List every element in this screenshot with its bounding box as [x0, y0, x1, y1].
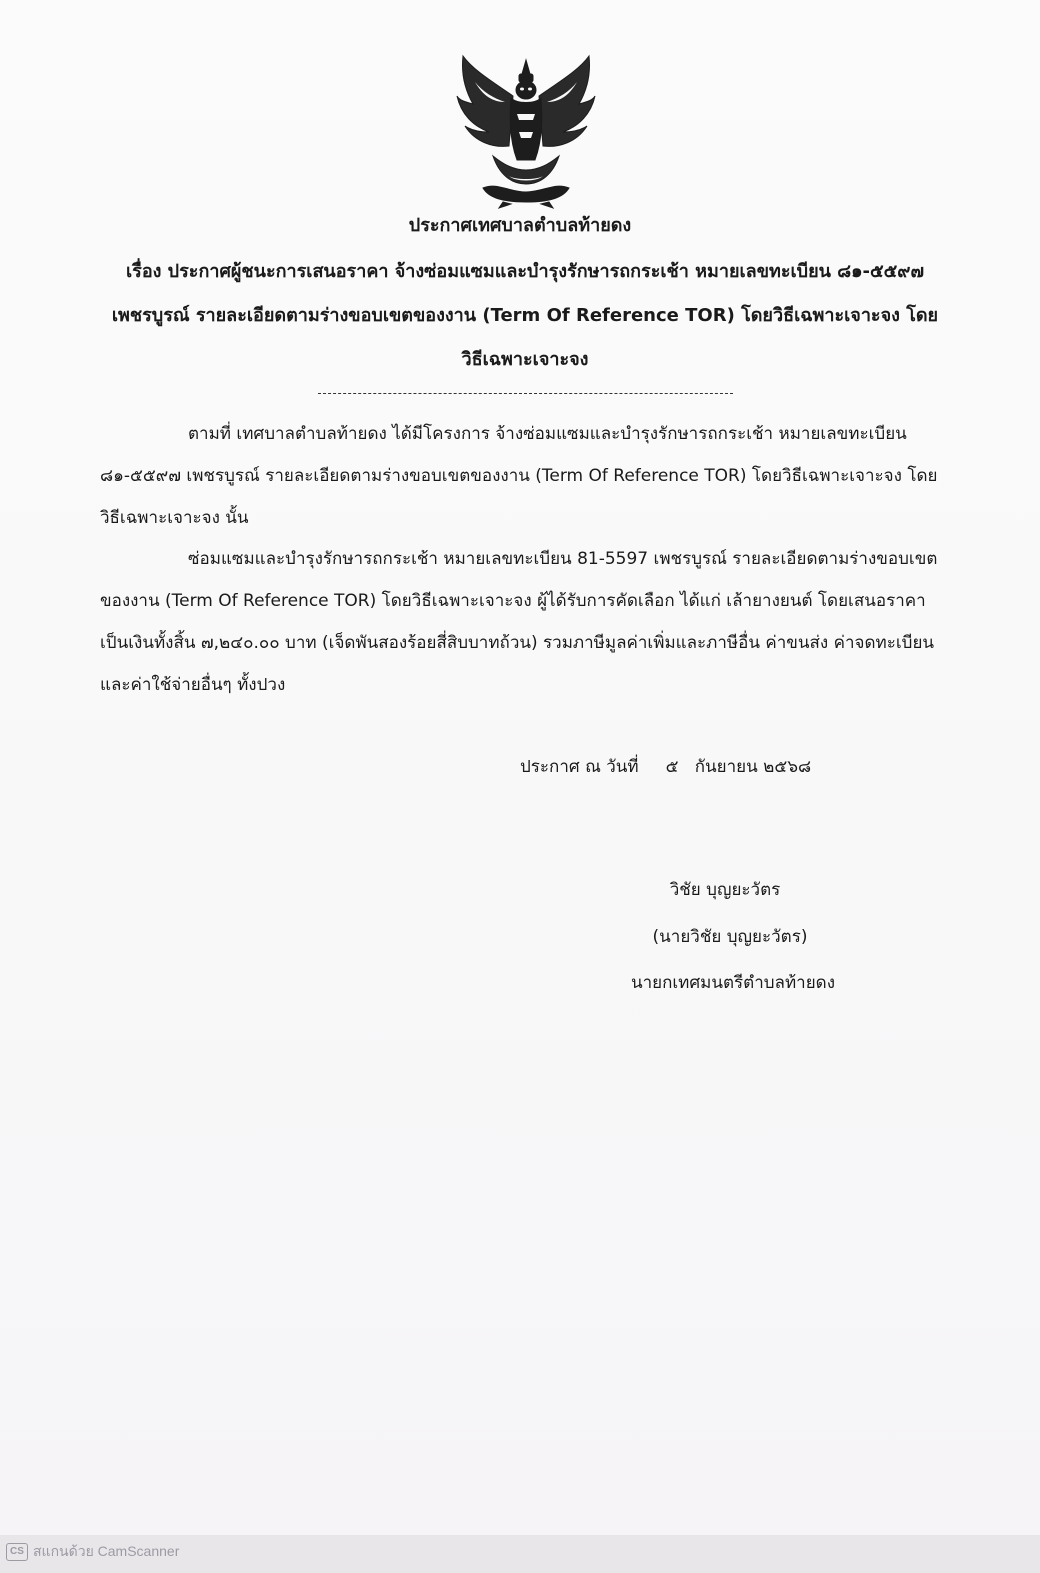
signature-name: วิชัย บุญยะวัตร [669, 880, 781, 900]
scanner-watermark-text: สแกนด้วย CamScanner [33, 1543, 180, 1559]
camscanner-logo-icon: CS [6, 1543, 28, 1561]
garuda-emblem-icon [453, 52, 599, 210]
divider-line [318, 393, 733, 394]
announcement-date: ประกาศ ณ วันที่ ๕ กันยายน ๒๕๖๘ [520, 757, 812, 777]
body-paragraph-2: ซ่อมแซมและบำรุงรักษารถกระเช้า หมายเลขทะเบียน 81-5597 เพชรบูรณ์ รายละเอียดตามร่างขอบเขตของงาน (Term Of Reference TOR) โดยวิธีเฉพาะเจาะจง ผู้ได้รับการคัดเลือก ได้แก่ เล้ายางยนต์ โดยเสนอราคาเป็นเงินทั้งสิ้น ๗,๒๔๐.๐๐ บาท (เจ็ดพันสองร้อยสี่สิบบาทถ้วน) รวมภาษีมูลค่าเพิ่มและภาษีอื่น ค่าขนส่ง ค่าจดทะเบียน และค่าใช้จ่ายอื่นๆ ทั้งปวง [100, 549, 938, 695]
announcement-title: ประกาศเทศบาลตำบลท้ายดง [408, 215, 632, 236]
body-paragraph-1: ตามที่ เทศบาลตำบลท้ายดง ได้มีโครงการ จ้างซ่อมแซมและบำรุงรักษารถกระเช้า หมายเลขทะเบียน ๘๑-๕๕๙๗ เพชรบูรณ์ รายละเอียดตามร่างขอบเขตของงาน (Term Of Reference TOR) โดยวิธีเฉพาะเจาะจง โดยวิธีเฉพาะเจาะจง นั้น [100, 424, 938, 528]
signatory-position: นายกเทศมนตรีตำบลท้ายดง [630, 973, 836, 993]
announcement-subject: เรื่อง ประกาศผู้ชนะการเสนอราคา จ้างซ่อมแซมและบำรุงรักษารถกระเช้า หมายเลขทะเบียน ๘๑-๕๕๙๗ เพชรบูรณ์ รายละเอียดตามร่างขอบเขตของงาน (Term Of Reference TOR) โดยวิธีเฉพาะเจาะจง โดยวิธีเฉพาะเจาะจง [111, 261, 939, 370]
signatory-full-name: (นายวิชัย บุญยะวัตร) [652, 927, 808, 947]
scanner-footer [6, 1541, 179, 1563]
